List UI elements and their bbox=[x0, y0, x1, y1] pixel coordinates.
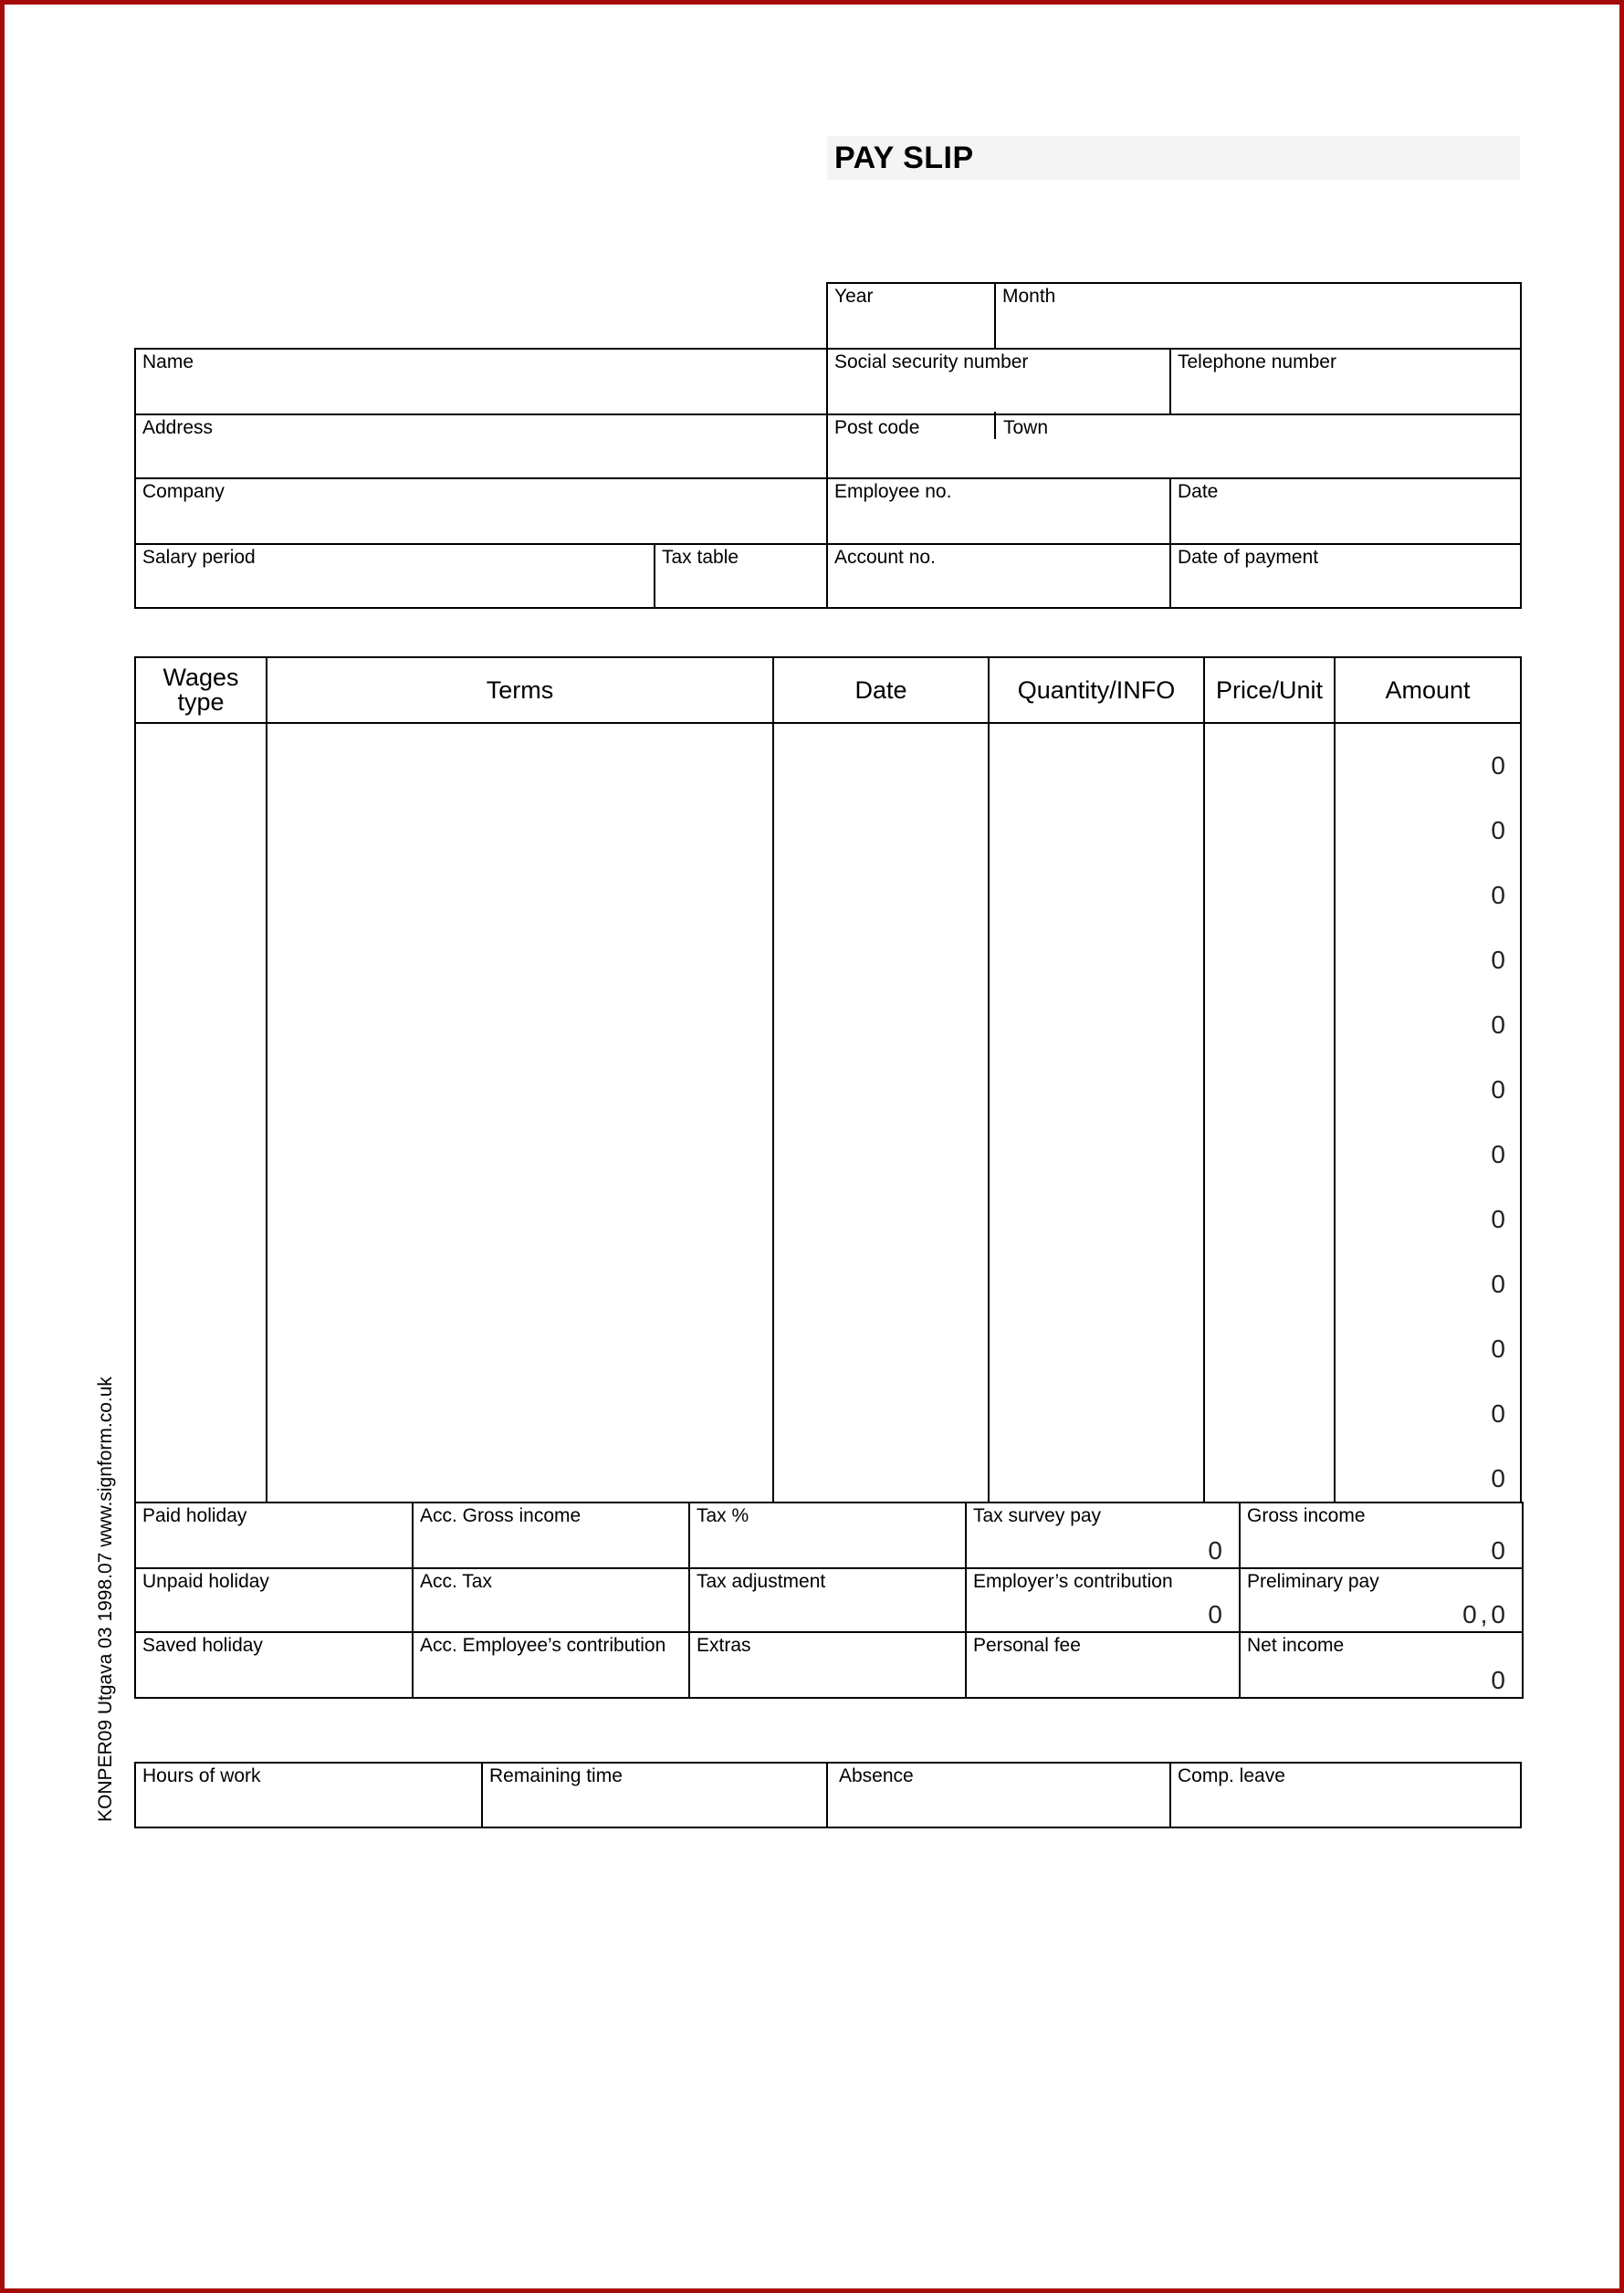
employee-no-label: Employee no. bbox=[834, 481, 952, 502]
date-column[interactable] bbox=[772, 722, 990, 1503]
employee-no-field[interactable] bbox=[826, 477, 1171, 545]
tax-table-field[interactable] bbox=[654, 543, 828, 609]
price-unit-header-text: Price/Unit bbox=[1215, 675, 1324, 704]
remaining-time-field[interactable] bbox=[481, 1762, 828, 1828]
remaining-time-label: Remaining time bbox=[489, 1765, 623, 1786]
name-field[interactable] bbox=[134, 348, 828, 415]
post-code-label: Post code bbox=[834, 417, 920, 438]
year-label: Year bbox=[834, 286, 874, 307]
quantity-info-header-text: Quantity/INFO bbox=[1017, 675, 1176, 704]
amount-value: 0 bbox=[1491, 1335, 1505, 1363]
account-no-field[interactable] bbox=[826, 543, 1171, 609]
town-label: Town bbox=[1003, 417, 1049, 438]
wages-type-header-line1: Wages bbox=[162, 664, 239, 691]
acc-gross-income-label: Acc. Gross income bbox=[420, 1505, 581, 1526]
tax-table-label: Tax table bbox=[662, 547, 739, 568]
social-security-field[interactable] bbox=[826, 348, 1171, 415]
net-income-label: Net income bbox=[1247, 1635, 1345, 1656]
gross-income-field[interactable] bbox=[1239, 1502, 1524, 1569]
preliminary-pay-value: 0,0 bbox=[1462, 1600, 1509, 1628]
amount-value: 0 bbox=[1491, 816, 1505, 844]
postcode-town-field[interactable] bbox=[826, 414, 1522, 479]
quantity-info-header bbox=[988, 656, 1205, 724]
amount-value: 0 bbox=[1491, 751, 1505, 780]
wages-type-header-line2: type bbox=[177, 688, 225, 716]
net-income-field[interactable] bbox=[1239, 1631, 1524, 1699]
terms-column[interactable] bbox=[266, 722, 774, 1503]
date-of-payment-field[interactable] bbox=[1169, 543, 1522, 609]
price-unit-column[interactable] bbox=[1203, 722, 1336, 1503]
tax-adjustment-label: Tax adjustment bbox=[697, 1571, 826, 1592]
amount-header bbox=[1334, 656, 1522, 724]
date-label: Date bbox=[1178, 481, 1219, 502]
form-reference-note: KONPER09 Utgava 03 1998.07 www.signform.co.uk bbox=[95, 1377, 116, 1822]
unpaid-holiday-field[interactable] bbox=[134, 1567, 414, 1633]
acc-tax-field[interactable] bbox=[412, 1567, 690, 1633]
personal-fee-label: Personal fee bbox=[973, 1635, 1081, 1656]
net-income-value: 0 bbox=[1491, 1666, 1509, 1694]
paid-holiday-field[interactable] bbox=[134, 1502, 414, 1569]
company-label: Company bbox=[142, 481, 225, 502]
absence-field[interactable] bbox=[826, 1762, 1171, 1828]
employers-contribution-label: Employer’s contribution bbox=[973, 1571, 1173, 1592]
acc-gross-income-field[interactable] bbox=[412, 1502, 690, 1569]
year-field[interactable] bbox=[826, 282, 996, 350]
amount-value: 0 bbox=[1491, 1075, 1505, 1104]
account-no-label: Account no. bbox=[834, 547, 936, 568]
preliminary-pay-label: Preliminary pay bbox=[1247, 1571, 1379, 1592]
tax-percent-field[interactable] bbox=[688, 1502, 967, 1569]
tax-survey-pay-field[interactable] bbox=[965, 1502, 1241, 1569]
paid-holiday-label: Paid holiday bbox=[142, 1505, 247, 1526]
page-title: PAY SLIP bbox=[834, 141, 974, 175]
acc-employees-contribution-field[interactable] bbox=[412, 1631, 690, 1699]
company-field[interactable] bbox=[134, 477, 828, 545]
absence-label: Absence bbox=[839, 1765, 914, 1786]
terms-header-text: Terms bbox=[486, 675, 554, 704]
employers-contribution-value: 0 bbox=[1208, 1600, 1226, 1628]
employers-contribution-field[interactable] bbox=[965, 1567, 1241, 1633]
telephone-field[interactable] bbox=[1169, 348, 1522, 415]
acc-employees-contribution-label: Acc. Employee’s contribution bbox=[420, 1635, 666, 1656]
tax-adjustment-field[interactable] bbox=[688, 1567, 967, 1633]
price-unit-header bbox=[1203, 656, 1336, 724]
gross-income-label: Gross income bbox=[1247, 1505, 1366, 1526]
amount-value: 0 bbox=[1491, 1010, 1505, 1039]
amount-value: 0 bbox=[1491, 1140, 1505, 1168]
address-field[interactable] bbox=[134, 414, 828, 479]
amount-value: 0 bbox=[1491, 1270, 1505, 1298]
date-header bbox=[772, 656, 990, 724]
month-field[interactable] bbox=[994, 282, 1522, 350]
salary-period-label: Salary period bbox=[142, 547, 256, 568]
tax-percent-label: Tax % bbox=[697, 1505, 749, 1526]
postcode-divider bbox=[994, 412, 996, 439]
wages-type-header bbox=[134, 656, 267, 724]
comp-leave-label: Comp. leave bbox=[1178, 1765, 1285, 1786]
social-security-label: Social security number bbox=[834, 351, 1029, 372]
telephone-label: Telephone number bbox=[1178, 351, 1336, 372]
tax-survey-pay-value: 0 bbox=[1208, 1536, 1226, 1565]
name-label: Name bbox=[142, 351, 194, 372]
acc-tax-label: Acc. Tax bbox=[420, 1571, 492, 1592]
saved-holiday-label: Saved holiday bbox=[142, 1635, 263, 1656]
amount-value: 0 bbox=[1491, 1464, 1505, 1492]
saved-holiday-field[interactable] bbox=[134, 1631, 414, 1699]
amount-value: 0 bbox=[1491, 881, 1505, 909]
extras-field[interactable] bbox=[688, 1631, 967, 1699]
unpaid-holiday-label: Unpaid holiday bbox=[142, 1571, 269, 1592]
amount-column[interactable] bbox=[1334, 722, 1522, 1503]
wages-type-column[interactable] bbox=[134, 722, 267, 1503]
comp-leave-field[interactable] bbox=[1169, 1762, 1522, 1828]
gross-income-value: 0 bbox=[1491, 1536, 1509, 1565]
address-label: Address bbox=[142, 417, 214, 438]
date-header-text: Date bbox=[854, 675, 907, 704]
preliminary-pay-field[interactable] bbox=[1239, 1567, 1524, 1633]
extras-label: Extras bbox=[697, 1635, 751, 1656]
date-of-payment-label: Date of payment bbox=[1178, 547, 1319, 568]
salary-period-field[interactable] bbox=[134, 543, 655, 609]
amount-value: 0 bbox=[1491, 946, 1505, 974]
terms-header bbox=[266, 656, 774, 724]
amount-header-text: Amount bbox=[1385, 675, 1471, 704]
tax-survey-pay-label: Tax survey pay bbox=[973, 1505, 1102, 1526]
quantity-info-column[interactable] bbox=[988, 722, 1205, 1503]
amount-value: 0 bbox=[1491, 1205, 1505, 1233]
personal-fee-field[interactable] bbox=[965, 1631, 1241, 1699]
hours-of-work-field[interactable] bbox=[134, 1762, 483, 1828]
amount-value: 0 bbox=[1491, 1399, 1505, 1428]
month-label: Month bbox=[1002, 286, 1056, 307]
date-field[interactable] bbox=[1169, 477, 1522, 545]
hours-of-work-label: Hours of work bbox=[142, 1765, 261, 1786]
